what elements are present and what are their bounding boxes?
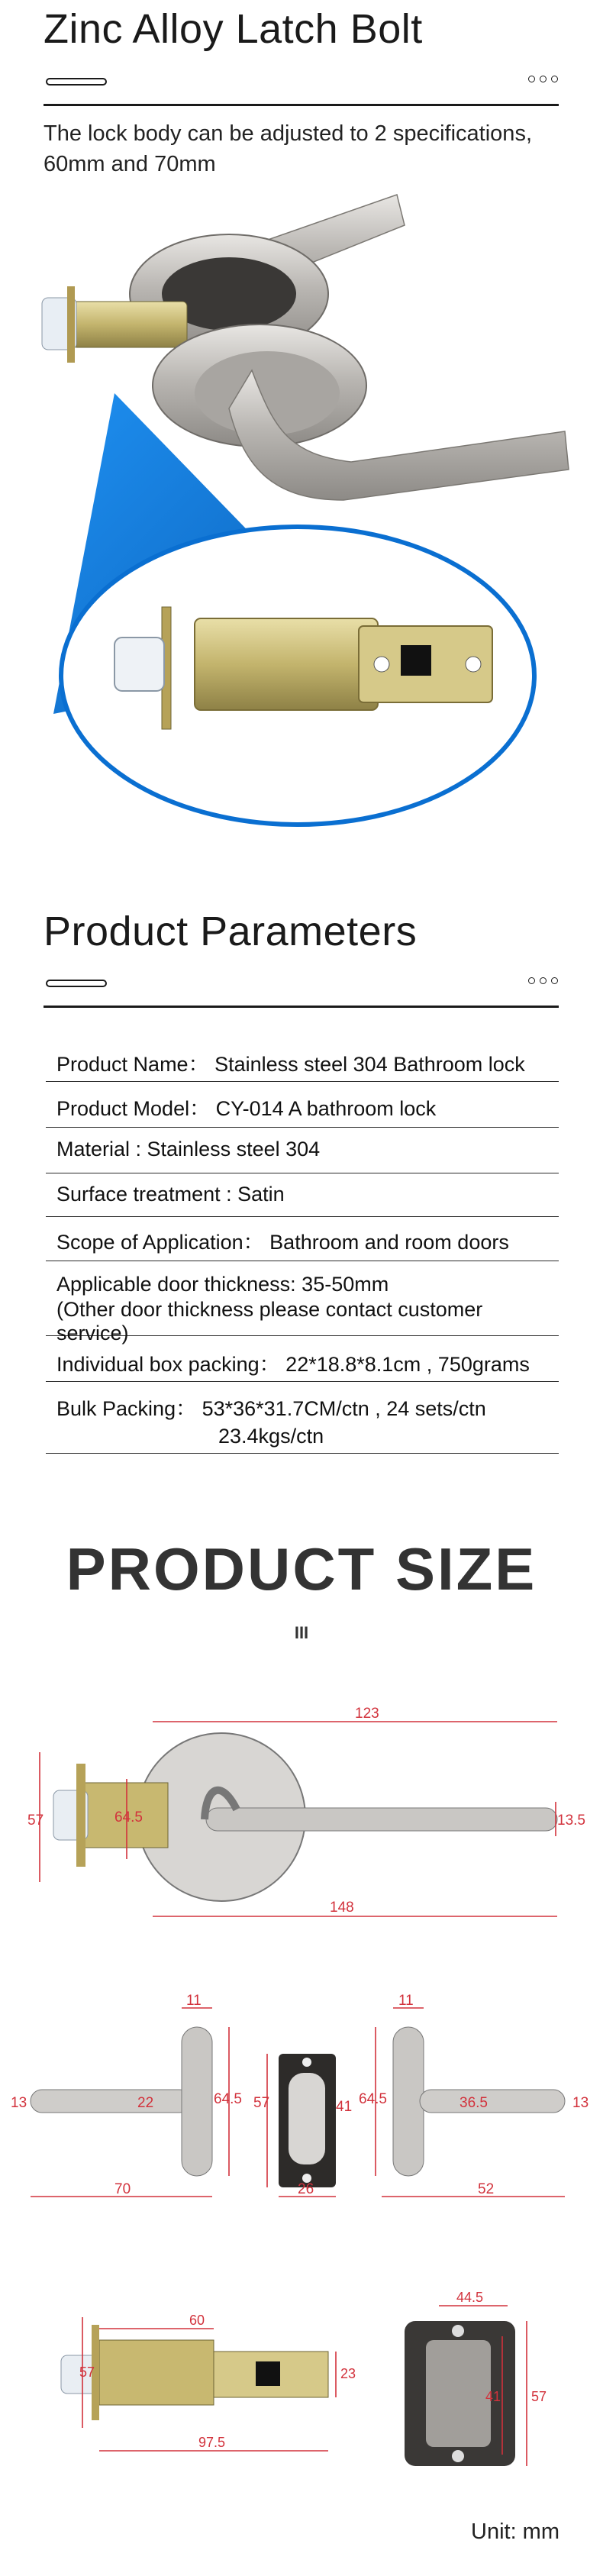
dim-left-lever: 13	[11, 2095, 27, 2111]
section-divider	[44, 1006, 559, 1008]
dim-plate-height: 57	[253, 2095, 270, 2111]
section-title-parameters: Product Parameters	[44, 909, 418, 954]
param-text-note: (Other door thickness please contact customer service)	[56, 1298, 483, 1344]
param-text-weight: 23.4kgs/ctn	[218, 1425, 324, 1448]
dots-decoration	[528, 76, 558, 82]
param-row-door-thickness	[46, 1262, 559, 1344]
param-text: Surface treatment : Satin	[56, 1183, 285, 1206]
unit-label: Unit: mm	[471, 2520, 559, 2544]
param-text: Product Name： Stainless steel 304 Bathroom lock	[56, 1053, 525, 1076]
param-text: Scope of Application： Bathroom and room doors	[56, 1231, 509, 1254]
top-view-drawing	[0, 1695, 603, 1939]
lever-lock-illustration	[0, 179, 603, 882]
dim-latch-backset: 60	[189, 2313, 205, 2328]
description-line-2: 60mm and 70mm	[44, 152, 216, 176]
param-row-box	[46, 1337, 559, 1382]
param-text: Product Model： CY-014 A bathroom lock	[56, 1097, 437, 1120]
section-title-latch-bolt: Zinc Alloy Latch Bolt	[44, 6, 423, 52]
dim-rose: 64.5	[114, 1809, 143, 1825]
dim-lever-end: 13.5	[557, 1813, 585, 1829]
side-views-drawing	[0, 1989, 603, 2210]
dim-latch-height: 57	[79, 2365, 95, 2380]
section-divider	[44, 104, 559, 106]
dim-lever-length: 123	[355, 1706, 379, 1722]
latch-description	[44, 118, 532, 179]
param-row-name	[46, 1040, 559, 1082]
dim-plate-hole: 41	[336, 2099, 353, 2115]
deco-marks: III	[294, 1623, 309, 1642]
param-text: Applicable door thickness: 35-50mm	[56, 1273, 389, 1296]
dim-total-length: 148	[330, 1900, 354, 1916]
param-row-scope	[46, 1218, 559, 1261]
section-title-size: PRODUCT SIZE	[66, 1535, 537, 1603]
description-line-1: The lock body can be adjusted to 2 specifications,	[44, 121, 532, 146]
dim-strike-hole: 41	[485, 2389, 501, 2404]
dim-left-width: 11	[186, 1993, 202, 2009]
dim-right-lever: 13	[572, 2095, 589, 2111]
param-row-surface	[46, 1174, 559, 1217]
dim-strike-width: 44.5	[456, 2290, 484, 2305]
dim-latch-total: 97.5	[198, 2435, 226, 2450]
dots-decoration	[528, 977, 558, 984]
title-pill-decoration	[46, 78, 107, 86]
dim-right-width: 11	[398, 1993, 414, 2009]
dim-left-inner: 22	[137, 2095, 154, 2111]
dim-left-rose: 64.5	[214, 2091, 242, 2107]
param-row-bulk	[46, 1383, 559, 1454]
dim-latch-body: 23	[340, 2366, 356, 2381]
param-text: Material : Stainless steel 304	[56, 1138, 321, 1160]
dim-height: 57	[27, 1813, 44, 1829]
dim-plate-width: 26	[298, 2181, 314, 2197]
param-row-model	[46, 1083, 559, 1128]
dim-right-length: 52	[478, 2181, 495, 2197]
dim-right-inner: 36.5	[460, 2095, 488, 2111]
dim-right-rose: 64.5	[359, 2091, 387, 2107]
param-text: Individual box packing： 22*18.8*8.1cm , 750grams	[56, 1353, 530, 1376]
latch-strike-drawing	[0, 2279, 603, 2481]
dim-strike-height: 57	[531, 2389, 547, 2404]
dim-left-length: 70	[114, 2181, 131, 2197]
param-text: Bulk Packing： 53*36*31.7CM/ctn , 24 sets/ctn	[56, 1397, 486, 1420]
title-pill-decoration	[46, 980, 107, 987]
param-row-material	[46, 1128, 559, 1173]
